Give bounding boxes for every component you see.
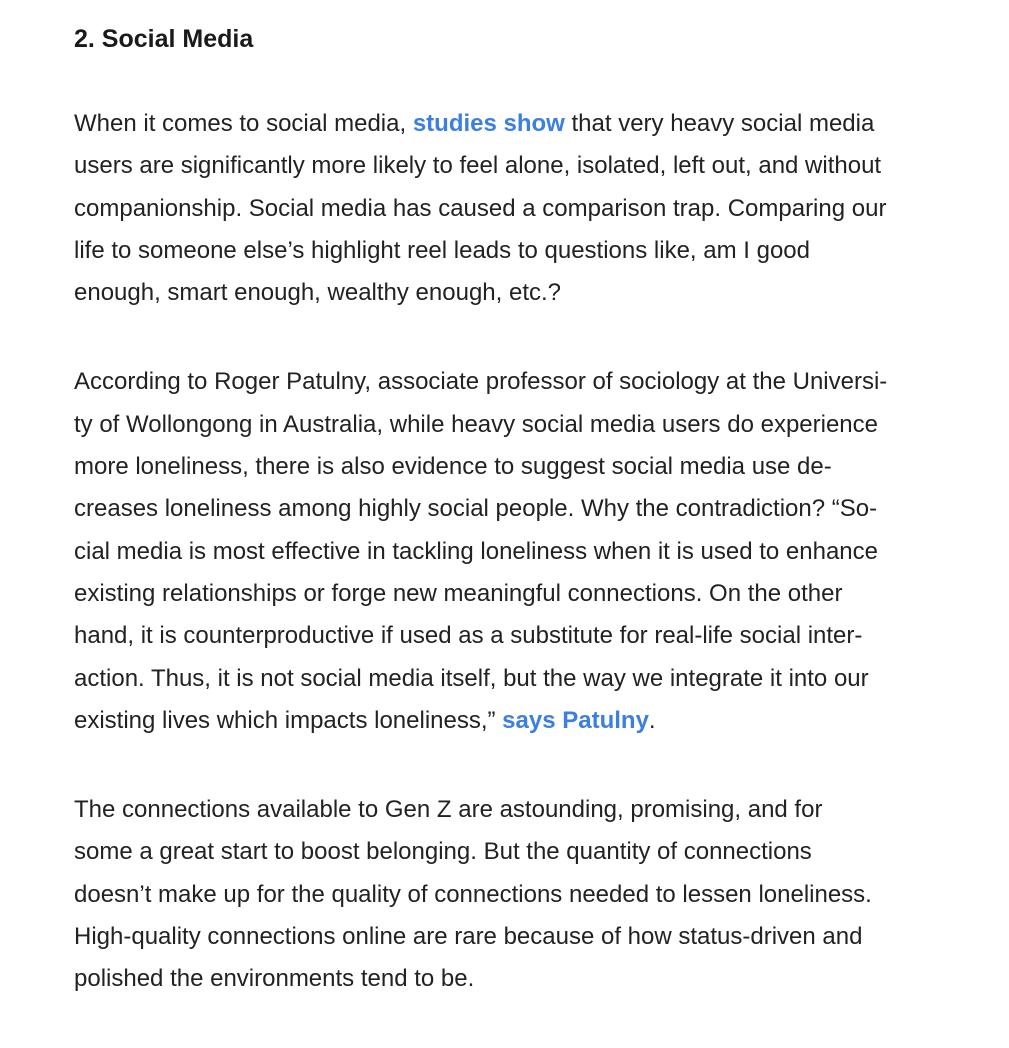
paragraph-line: companionship. Social media has caused a comparison trap. Comparing our [74,194,887,222]
paragraph-line: more loneliness, there is also evidence to suggest social media use de- [74,453,832,481]
paragraph-line: High-quality connections online are rare because of how status-driven and [74,923,863,951]
paragraph-line: existing relationships or forge new meaningful connections. On the other [74,579,843,607]
paragraph-line: some a great start to boost belonging. But the quantity of connections [74,838,812,866]
section-heading: 2. Social Media [74,25,254,53]
paragraph-line: polished the environments tend to be. [74,965,475,993]
text-span: existing lives which impacts loneliness,” [74,706,503,734]
paragraph-line: ty of Wollongong in Australia, while heavy social media users do experience [74,410,878,438]
studies-show-link[interactable]: studies show [412,110,565,137]
paragraph-gen-z-connections [74,789,989,1000]
paragraph-line: life to someone else’s highlight reel leads to questions like, am I good [74,236,810,264]
paragraph-social-media-studies [74,103,989,314]
paragraph-line [74,700,989,742]
paragraph-line: creases loneliness among highly social people. Why the contradiction? “So- [74,495,878,523]
paragraph-line: hand, it is counterproductive if used as a substitute for real-life social inter- [74,622,863,650]
says-patulny-link[interactable]: says Patulny [502,706,649,734]
paragraph-line: doesn’t make up for the quality of connections needed to lessen loneliness. [74,880,872,908]
paragraph-line: enough, smart enough, wealthy enough, etc.? [74,279,562,307]
text-span: When it comes to social media, [74,110,413,137]
paragraph-line: According to Roger Patulny, associate professor of sociology at the Universi- [74,368,888,396]
article-body [74,22,989,1048]
text-span: . [648,706,656,734]
paragraph-line: action. Thus, it is not social media itself, but the way we integrate it into our [74,664,869,692]
paragraph-patulny-quote [74,361,989,742]
paragraph-line: cial media is most effective in tackling loneliness when it is used to enhance [74,537,878,565]
paragraph-line [74,103,989,145]
text-span: that very heavy social media [564,110,875,137]
paragraph-line: users are significantly more likely to feel alone, isolated, left out, and without [74,152,882,180]
paragraph-line: The connections available to Gen Z are astounding, promising, and for [74,796,823,824]
